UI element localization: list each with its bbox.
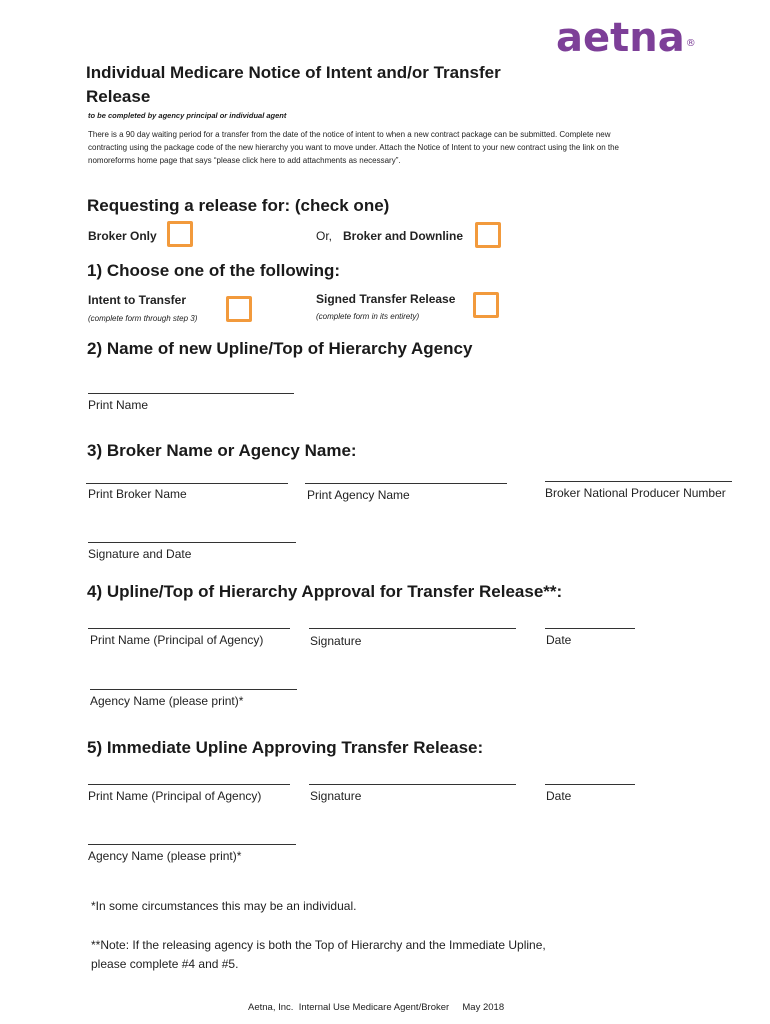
broker-downline-checkbox[interactable] <box>475 222 501 248</box>
agency-name-field[interactable] <box>305 483 507 484</box>
s4-date-label: Date <box>546 633 572 647</box>
note-line-2: please complete #4 and #5. <box>91 957 239 971</box>
s4-principal-name-field[interactable] <box>88 628 290 629</box>
s4-signature-label: Signature <box>310 634 362 648</box>
signed-release-hint: (complete form in its entirety) <box>316 312 420 321</box>
or-label: Or, <box>316 229 333 243</box>
note-line-1: **Note: If the releasing agency is both the Top of Hierarchy and the Immediate Upline, <box>91 938 546 952</box>
s5-date-label: Date <box>546 789 572 803</box>
s4-signature-field[interactable] <box>309 628 516 629</box>
section2-heading: 2) Name of new Upline/Top of Hierarchy Agency <box>87 339 473 358</box>
s5-agency-name-field[interactable] <box>88 844 296 845</box>
aetna-logo <box>556 14 695 62</box>
signed-release-label: Signed Transfer Release <box>316 292 456 306</box>
upline-name-field[interactable] <box>88 393 294 394</box>
form-subtitle: to be completed by agency principal or individual agent <box>88 111 287 120</box>
registered-mark: ® <box>685 38 696 49</box>
intro-text: There is a 90 day waiting period for a transfer from the date of the notice of intent to when a new contract package can be submitted. Complete new contracting using the package code of the new hierarchy you want to move under. Attach the Notice of Intent to your new contract using the link on the nomoreforms home page that says “please click here to add attachments as necessary”. <box>88 130 619 165</box>
intent-hint: (complete form through step 3) <box>88 314 198 323</box>
s5-print-name-label: Print Name (Principal of Agency) <box>88 789 262 803</box>
broker-only-label: Broker Only <box>88 229 157 243</box>
print-agency-name-label: Print Agency Name <box>307 488 410 502</box>
section1-heading: 1) Choose one of the following: <box>87 261 341 280</box>
intent-label: Intent to Transfer <box>88 293 187 307</box>
s4-agency-name-field[interactable] <box>90 689 297 690</box>
upline-print-name-label: Print Name <box>88 398 149 412</box>
page-footer: Aetna, Inc. Internal Use Medicare Agent/Broker May 2018 <box>248 1002 505 1013</box>
broker-downline-label: Broker and Downline <box>343 229 464 243</box>
intent-checkbox[interactable] <box>226 296 252 322</box>
s5-agency-name-label: Agency Name (please print)* <box>88 849 242 863</box>
print-broker-name-label: Print Broker Name <box>88 487 187 501</box>
s5-signature-label: Signature <box>310 789 362 803</box>
s5-signature-field[interactable] <box>309 784 516 785</box>
signature-date-field[interactable] <box>88 542 296 543</box>
s5-principal-name-field[interactable] <box>88 784 290 785</box>
npn-field[interactable] <box>545 481 732 482</box>
s4-date-field[interactable] <box>545 628 635 629</box>
s4-print-name-label: Print Name (Principal of Agency) <box>90 633 264 647</box>
section5-heading: 5) Immediate Upline Approving Transfer Release: <box>87 738 484 757</box>
signature-date-label: Signature and Date <box>88 547 192 561</box>
s5-date-field[interactable] <box>545 784 635 785</box>
broker-name-field[interactable] <box>86 483 288 484</box>
form-title: Individual Medicare Notice of Intent and/or Transfer Release <box>86 63 501 106</box>
npn-label: Broker National Producer Number <box>545 486 726 500</box>
s4-agency-name-label: Agency Name (please print)* <box>90 694 244 708</box>
section3-heading: 3) Broker Name or Agency Name: <box>87 441 357 460</box>
release-heading: Requesting a release for: (check one) <box>87 196 390 215</box>
broker-only-checkbox[interactable] <box>167 221 193 247</box>
signed-release-checkbox[interactable] <box>473 292 499 318</box>
individual-note: *In some circumstances this may be an individual. <box>91 899 357 913</box>
logo-text: aetna <box>556 15 685 61</box>
section4-heading: 4) Upline/Top of Hierarchy Approval for Transfer Release**: <box>87 582 563 601</box>
